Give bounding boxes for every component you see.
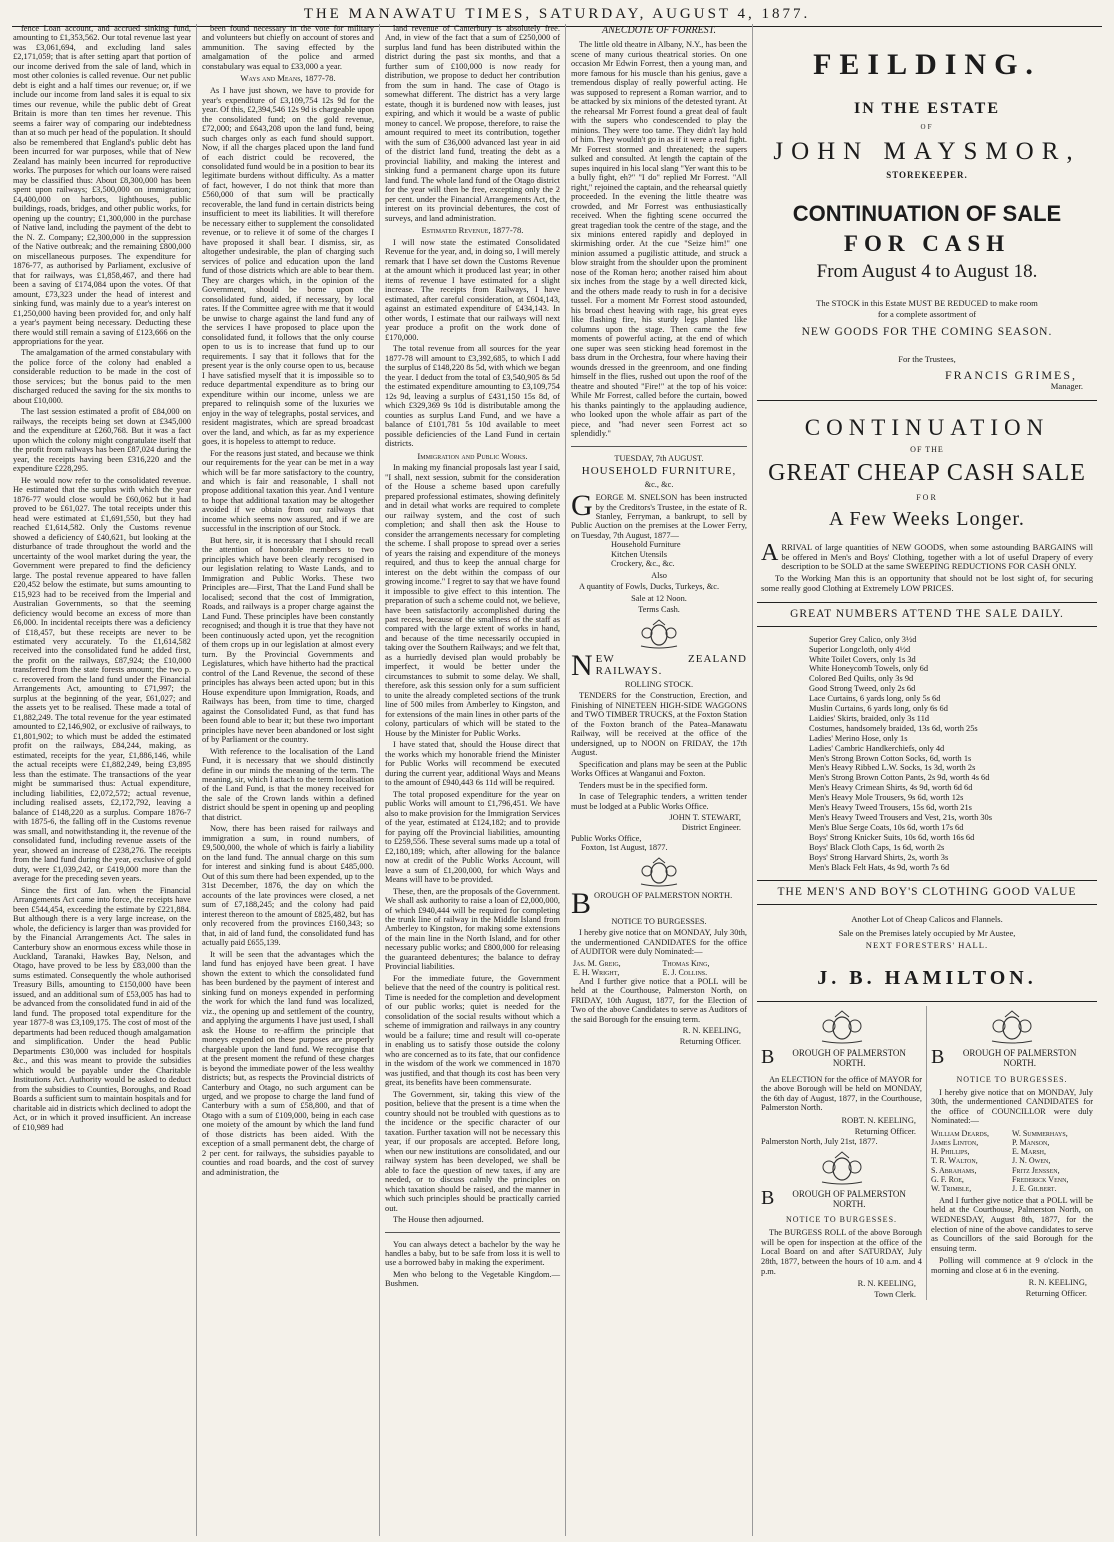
borough-title: OROUGH OF PALMERSTON NORTH. [792,1188,906,1209]
article-paragraph: In making my financial proposals last year I said, "I shall, next session, submit for the consideration of the House a scheme based upon carefully prepared professional estimates, showing definitely and in detail what works are required to complete our railway system, and the cost of such completion; and shall then ask the House to consider the arrangements necessary for completing the scheme. I shall propose to spread over a series of years the raising and expenditure of the moneys required, and thus to keep the annual charge for interest on the debt within the compass of our growing income." I regret to say that we have found it impossible to give effect to this intention. The preparation of such a scheme could not, we believe, have been satisfactorily accomplished during the past recess, because of the smallness of the staff as compared with the large extent of works in hand, and because of the time necessarily occupied in taking over the Southern Railways; and we felt that, as a hurriedly devised plan would probably be imperfect, it would be better under the circumstances to submit to some delay. We shall, therefore, ask this session only for a sum sufficient to unite the already completed sections of the trunk line of 500 miles from Amberley to Kingston, and for extensions of the main lines in other parts of the colony, particulars of which will be stated to the House by the Minister for Public Works. [385,463,560,738]
clothing-value: THE MEN'S AND BOY'S CLOTHING GOOD VALUE [777,886,1077,899]
auditor-name: Jas. M. Greig, [573,958,621,968]
price-item: Men's Heavy Tweed Trousers, 15s 6d, worth 21s [809,803,972,813]
auditor-name: E. H. Wright, [573,967,620,977]
article-paragraph: fence Loan account, and accrued sinking fund, amounting to £1,353,562. Our total revenue last year was £3,061,694, and excluding land sales £2,171,059; that is after setting apart that portion of our income derived from the sale of land, which in most other colonies is called revenue. Our net public debt is eight and a half times our revenue; or, if we include our income from land sales it is equal to six times our revenue, while the public debt of Great Britain is more than ten times her revenue. This seems a fairer way of comparing our indebtedness than at so much per head of the population. It should also be remembered that England's public debt has been incurred for war purposes, while that of New Zealand has mainly been incurred for reproductive works. The purposes for which our loans were raised may be classified thus: About £8,300,000 has been spent upon railways; £3,500,000 on immigration; £4,400,000 on harbors, lighthouses, public buildings, roads, bridges, and other public works, for opening up the country; £1,300,000 in the purchase of Native land, including the payment of the debt to the N. Z. Company; £2,300,000 in the suppression of the Native outbreak; and the remaining £800,000 on miscellaneous purposes. The expenditure for 1876-77, as authorised by Parliament, exclusive of that for railways, was £1,858,467, and there had been a saving of £174,084 upon the votes. Of that amount, £73,323 under the head of interest and sinking fund, was mainly due to a year's interest on £1,250,000 having been provided for, and only half a year's payment being necessary. Deducting these there would still remain a saving of £123,666 on the appropriations for the year. [13,24,191,346]
article-paragraph: I have stated that, should the House direct that the works which my honorable friend the Minister for Public Works will recommend be executed during the current year, additional Ways and Means to the amount of £940,443 6s 11d will be required. [385,740,560,788]
price-item: Men's Strong Brown Cotton Pants, 2s 9d, worth 4s 6d [809,773,990,783]
drop-cap: B [761,1186,775,1209]
coat-of-arms-icon [761,1151,922,1185]
coat-of-arms-icon [571,857,747,887]
auditor-name: E. J. Collins. [662,967,708,977]
auction-item: Kitchen Utensils [611,549,668,559]
article-paragraph: Now, there has been raised for railways and immigration a sum, in round numbers, of £9,500,000, the whole of which is fairly a liability on the land fund. The annual charge on this sum for interest and sinking fund is about £485,000. Out of this sum there had been expended, up to the 31st December, 1876, the day on which the accounts of the late provinces were closed, a net sum of £7,188,245; and the colony had paid interest thereon to the amount of £825,482, but has only recovered from the provinces £160,343; so that, in aid of land fund, the consolidated fund has actually paid £655,139. [202,824,374,948]
borough-title: OROUGH OF PALMERSTON NORTH. [594,890,733,900]
price-item: Laidies' Skirts, braided, only 3s 11d [809,713,930,723]
few-weeks: A Few Weeks Longer. [829,508,1025,531]
candidate-name: W. Trimble, [931,1183,972,1193]
tender-text: TENDERS for the Construction, Erection, and Finishing of NINETEEN HIGH-SIDE WAGGONS and TWO TIMBER TRUCKS, at the Foxton Station of the Foxton branch of the Patea–Manawatu Railway, will be received at the office of the undersigned, up to NOON on FRIDAY, the 17th August. [571,691,747,758]
borough-heading [761,1048,922,1069]
signature-title: Returning Officer. [679,1036,741,1046]
auction-title: HOUSEHOLD FURNITURE, [581,465,737,478]
candidate-name: James Linton, [931,1138,979,1148]
great-cash-sale: GREAT CHEAP CASH SALE [768,459,1086,486]
tender-text: Specification and plans may be seen at the Public Works Offices at Wanganui and Foxton. [571,759,747,779]
signature: R. N. KEELING, [857,1279,916,1289]
candidate-name: Fritz Jenssen, [1012,1165,1060,1175]
borough-title: OROUGH OF PALMERSTON NORTH. [962,1048,1077,1069]
candidate-name: J. N. Owen, [1012,1156,1051,1166]
auction-sale-time: Sale at 12 Noon. [631,593,687,603]
drop-cap: G [571,489,593,523]
auditor-list [571,959,747,968]
for-label: FOR [916,493,938,503]
price-item: Men's Strong Brown Cotton Socks, 6d, worth 1s [809,753,972,763]
candidate-name: Frederick Venn, [1012,1174,1069,1184]
candidate-name: S. Abrahams, [931,1165,977,1175]
candidate-name: P. Manson, [1012,1138,1050,1148]
auditor-name: Thomas King, [662,958,710,968]
signature-title: Town Clerk. [874,1289,916,1299]
section-heading-estimated-revenue: Estimated Revenue, 1877-78. [421,225,524,236]
price-item: Ladies' Merino Hose, only 1s [809,733,908,743]
auction-item: Crockery, &c., &c. [611,559,675,569]
candidate-name: H. Phillips, [931,1147,970,1157]
price-item: Superior Longcloth, only 4½d [809,644,911,654]
estate-name: JOHN MAYSMOR, [773,137,1081,165]
polling-hours: Polling will commence at 9 o'clock in the morning and close at 6 in the evening. [931,1256,1093,1275]
burgess-roll-text: The BURGESS ROLL of the above Borough will be open for inspection at the office of the Local Board on and after SATURDAY, July 28th, 1877, between the hours of 10 a.m. and 4 p.m. [761,1228,922,1276]
article-paragraph: He would now refer to the consolidated revenue. He estimated that the surplus with which the year 1876-77 would close would be £60,062 but it had proved to be £61,027. The total receipts under this head were estimated at £1,691,550, but they had reached £1,614,582. Only the Customs revenue showed a deficiency of £40,621, but looking at the disturbance of trade throughout the world and the uncertainty of the wool market during the year, the Government were prepared to find the deficiency large. The postal revenue appeared to have fallen £20,452 below the estimate, but sums amounting to £15,923 had to be received from the Imperial and Australian Governments, so that the seeming deficiency would become an excess of more than £6,000. In incidental receipts there was a deficiency of £18,457, but these receipts are never to be estimated very accurately. To the £1,614,582 received into the consolidated fund he added first, the profit on the railways, £87,924; the £10,000 transferred from the state forests amount; the two p. c. recovered from the land fund under the Financial Arrangements Act, amounting to £71,997; the surplus at the beginning of the year, £61,027; and the assets yet to be realised. These made a total of £1,882,249. The total revenue for the year estimated amounted to £2,146,902, or exclusive of railways, to £1,801,902; to which must be added the estimated profit on the railways, £84,244, making, as estimated, receipts for the year, £1,886,146, while the actual receipts were £1,882,249, being £3,895 less than the estimate. The transactions of the year might be summarised thus: Actual expenditure, including liabilities, £2,072,572; actual revenue, including realised assets, £2,172,792, leaving a balance of £148,220 as a surplus. Compare 1876-7 with 1875-6, the falling off in the Customs revenue was small, and notwithstanding it, the revenue of the consolidated fund, including revenue assets of the year, showed an increase of £238,276. The receipts from the land fund during the year, exclusive of gold duty, were £1,039,242, or £419,000 more than the average for the preceding seven years. [13,475,191,884]
filler-paragraph: Men who belong to the Vegetable Kingdom.—Bushmen. [385,1269,560,1289]
working-man-text: To the Working Man this is an opportunity that should not be lost sight of, for securing some really good Clothing at Extremely LOW PRICES. [761,573,1093,594]
price-item: Men's Heavy Crimean Shirts, 4s 9d, worth 6d 6d [809,783,973,793]
notice-text: And I further give notice that a POLL will be held at the Courthouse, Palmerston North, on FRIDAY, 10th August, 1877, for the Election of Two of the above Candidates to serve as Auditors of the said Borough for the ensuing term. [571,976,747,1024]
article-paragraph: With reference to the localisation of the Land Fund, it is necessary that we should distinctly define in our minds the meaning of the term. The meaning, sir, which I attach to the term localisation of the Land Fund, is that the money received for the sale of the Crown lands within a defined district should be spent in opening up and peopling that district. [202,746,374,822]
borough-notices [757,1001,1097,1300]
price-item: Good Strong Tweed, only 2s 6d [809,684,916,694]
signature-title: Manager. [1050,381,1083,392]
office-date: Foxton, 1st August, 1877. [581,843,668,853]
rolling-stock: ROLLING STOCK. [624,679,694,689]
office: Public Works Office, [571,833,642,843]
signature-title: Returning Officer. [854,1126,916,1136]
candidate-row [931,1184,1093,1193]
borough-heading [761,1186,922,1210]
price-item: Ladies' Cambric Handkerchiefs, only 4d [809,743,945,753]
tender-text: In case of Telegraphic tenders, a written tender must be lodged at a Public Works Office. [571,792,747,811]
candidate-name: W. Summerhays, [1012,1129,1068,1139]
article-paragraph: It will be seen that the advantages which the land fund has enjoyed have been great. I have shown the extent to which the consolidated fund has been burdened by the payment of interest and sinking fund on moneys expended in performing the work for which the land fund was localized, viz., the opening up and settlement of the country, and applying the arguments I have just used, I shall ask the House to re-affirm the principle that moneys expended on these purposes are properly chargeable upon the land fund. We recognise that at the present moment the refund of these charges is beyond the immediate power of the less wealthy districts; but, as respects the Provincial districts of Canterbury and Otago, no such argument can be urged, and we propose to charge the land fund of Canterbury with a sum of £58,800, and that of Otago with a sum of £109,000, being in each case one moiety of the amount by which the land fund of those districts has been aided. With the exception of a small permanent debt, the charge of 2 per cent. for railways, the subsidies payable to counties and road boards, and the cost of survey and administration, the [202,949,374,1177]
auditor-list [571,968,747,977]
article-paragraph: For the reasons just stated, and because we think our requirements for the year can be met in a way which will be far more satisfactory to the country, and which is fair and reasonable, I shall not propose additional taxation this year. And I venture to hope that additional taxation may be altogether avoided if we obtain from our railways that income which seems now assured, and if we are successful in the inscription of our Stock. [202,448,374,534]
article-paragraph: Since the first of Jan. when the Financial Arrangements Act came into force, the receipts have been £544,454, exceeding the estimate by £221,884. But although there is a very large increase, on the whole, the deficiency is larger than was provided for by the Financial Arrangements Act. The sales in Canterbury show an enormous excess while those in Auckland, Taranaki, Hawkes Bay, Nelson, and Otago, have proved to be less by £83,000 than the sums estimated. Consequently the whole authorised Treasury Bills, amounting to £150,000 have been issued, and an additional sum of £53,005 has had to be advanced from the consolidated fund in aid of the land fund. The proposed total expenditure for the year 1877-8 was £3,109,175. The cost of most of the departments had been reduced though amalgamation and simplification. Under the head Public Departments £30,000 was included for hospitals &c., and this was meant to provide the subsidies which would be payable under the Charitable Institutions Act. Authority would be asked to deduct from the subsidies to Counties, Boroughs, and Road Boards a sufficient sum to maintain hospitals and for charitable aid in districts which declined to adopt the Act, or in which it proved insufficient. An increase of £10,989 had [13,885,191,1132]
article-paragraph: The total revenue from all sources for the year 1877-78 will amount to £3,392,685, to which I add the surplus of £148,220 8s 5d, with which we began the year. I deduct from the total of £3,540,905 8s 5d the estimated expenditure amounting to £3,109,754 12s 9d, leaving a surplus of £431,150 15s 8d, of which £329,369 9s 10d is distributable among the counties as surplus Land Fund, and we have a balance of £101,781 5s 10d available to meet possible deficiencies of the Land Fund in certain districts. [385,344,560,449]
section-heading-ways-and-means: Ways and Means, 1877-78. [240,73,336,84]
price-item: Boys' Strong Harvard Shirts, 2s, worth 3s [809,852,949,862]
continuation-of-sale: CONTINUATION OF SALE [792,201,1062,227]
coat-of-arms-icon [571,619,747,649]
article-paragraph: The House then adjourned. [393,1215,484,1225]
candidate-name: E. Marsh, [1012,1147,1047,1157]
masthead: THE MANAWATU TIMES, SATURDAY, AUGUST 4, 1877. [12,4,1102,27]
article-paragraph: For the immediate future, the Government believe that the need of the country is political rest. Time is needed for the completion and development of our public works; quiet is needed for the consolidation of the social results without which a scheme of immigration and railways in any country would be a failure; time and result will co-operate in enabling us to satisfy those outside the colony who are concerned as to its fate, that our confidence in the wisdom of the work we commenced in 1870 was justified, and that though its cost has been very great, its benefits have been commensurate. [385,973,560,1088]
auction-notice [571,489,747,540]
price-list [809,635,1097,873]
columns [8,24,1106,1536]
section-heading-immigration: Immigration and Public Works. [417,450,528,461]
auctioneer-name: EORGE M. SNELSON [595,493,678,503]
tender-text: Tenders must be in the specified form. [579,780,708,790]
drop-cap: N [571,648,593,682]
auction-etc: &c., &c. [644,479,674,489]
signature: R. N. KEELING, [682,1026,741,1036]
borough-right [927,1006,1097,1300]
great-numbers: GREAT NUMBERS ATTEND THE SALE DAILY. [790,607,1064,620]
price-item: Costumes, handsomely braided, 13s 6d, worth 25s [809,723,978,733]
auction-items [611,540,747,568]
coat-of-arms-icon [931,1010,1093,1044]
borough-title: OROUGH OF PALMERSTON NORTH. [792,1048,906,1069]
candidate-row [931,1175,1093,1184]
article-paragraph: The Government, sir, taking this view of the position, believe that the present is a time when the country should not be troubled with questions as to the incidence or the specific character of our taxation. Further taxation will not be necessary this year, if our proposals are accepted. Before long, when our new institutions are consolidated, and our railway system has been developed, we shall be able to face the question of new taxes, if any are needed, or to discuss calmly the principles on which taxation should be raised, and the manner in which such principles should be practically carried out. [385,1089,560,1213]
auction-fowls: A quantity of Fowls, Ducks, Turkeys, &c. [579,582,720,592]
signature: FRANCIS GRIMES, [944,367,1077,382]
candidate-name: G. F. Roe, [931,1174,964,1184]
election-text: An ELECTION for the office of MAYOR for the above Borough will be held on MONDAY, the 6th day of August, 1877, in the Courthouse, Palmerston North. [761,1074,922,1113]
of-the-label: OF THE [910,444,944,454]
price-item: Boys' Strong Knicker Suits, 10s 6d, worth 16s 6d [809,832,975,842]
signature: JOHN T. STEWART, [669,812,741,822]
clothing-band [757,880,1097,905]
candidate-name: T. R. Walton, [931,1156,978,1166]
signature-title: Returning Officer. [1025,1289,1087,1299]
column-3 [380,24,566,1536]
premises: Sale on the Premises lately occupied by Mr Austee, [838,928,1016,939]
continuation-heading: CONTINUATION [804,414,1050,440]
candidate-row [931,1147,1093,1156]
price-item: Men's Heavy Mole Trousers, 9s 6d, worth 12s [809,793,964,803]
borough-heading [931,1048,1093,1069]
arrival-body: RRIVAL of large quantities of NEW GOODS, when some astounding BARGAINS will be offered in Men's and Boys' Clothing, together with a lot of useful Drapery of every description to be SOLD at the same SWEEPING REDUCTIONS FOR CASH ONLY. [781,541,1093,572]
candidate-row [931,1166,1093,1175]
article-paragraph: I will now state the estimated Consolidated Revenue for the year, and, in doing so, I will merely remark that I have set down the Customs Revenue at the amount which it produced last year; in other items of revenue I have estimated for a slight increase. The receipts from Railways, I have estimated, after careful consideration, at £604,143, against an estimated expenditure of £434,143. In other words, I estimate that our railways will next year produce a profit on the work done of £170,000. [385,237,560,342]
advert-column [753,24,1101,1536]
candidate-name: William Deards, [931,1129,989,1139]
notice-title: NOTICE TO BURGESSES. [611,916,707,926]
divider [385,1232,560,1233]
price-item: Boys' Black Cloth Caps, 1s 6d, worth 2s [809,842,945,852]
article-paragraph: land revenue of Canterbury is absolutely free. And, in view of the fact that a sum of £250,000 of surplus land fund has been distributed within the district during the past six months, and that a further sum of £100,000 is now ready for distribution, we propose to deduct her contribution from the sum in hand. The case of Otago is somewhat different. The district has a very large estate, though it is burdened now with leases, just expiring, and which it would be a waste of public money to cancel. We propose, therefore, to raise the amount required to meet its contribution, together with the sum of £36,000 advanced last year in aid of the district land fund, treating the debt as a provincial liability, and making the interest and sinking fund a permanent charge upon its future land fund. The whole land fund of the Otago district for the year will then be free, excepting only the 2 per cent. under the Financial Arrangements Act, the interest on its provincial debentures, the cost of surveys, and land administration. [385,24,560,223]
for-cash: FOR CASH [843,231,1011,257]
another-lot: Another Lot of Cheap Calicos and Flannels. [851,914,1003,925]
price-item: Lace Curtains, 6 yards long, only 5s 6d [809,694,941,704]
auction-also: Also [651,570,667,580]
storekeeper-label: STOREKEEPER. [886,170,968,181]
notice-title: NOTICE TO BURGESSES. [785,1215,898,1225]
coat-of-arms-icon [761,1010,922,1044]
of-label: OF [920,122,934,131]
drop-cap: A [761,539,779,566]
arrival-text [761,539,1093,573]
filler-paragraph: You can always detect a bachelor by the way he handles a baby, but to be safe from loss it is well to use a borrowed baby in making the experiment. [385,1239,560,1268]
price-item: Muslin Curtains, 6 yards long, only 6s 6d [809,704,948,714]
article-paragraph: But here, sir, it is necessary that I should recall the attention of honorable members to two principles which have been clearly recognised in our legislation relating to Waste Lands, and to Immigration and Public Works. These two Principles are—First, That the Land Fund shall be localised; second that the cost of Immigration, Roads, and railways is a proper charge against the Land Fund. These principles have been constantly recognised; and though it is true that they have not been continuously acted upon, yet the recognition of them crops up in our legislation at almost every turn. By the Provincial Governments and Legislatures, which have hitherto had the practical control of the Land Revenue, the second of these principles has always been acted upon; but in this House expenditure upon Immigration, Roads, and Railways has been, from time to time, charged against the Consolidated Fund, as that fund has been found able to bear it; but these two important principles have never been abandoned or lost sight of by Parliament or the country. [202,535,374,745]
drop-cap: B [931,1046,945,1069]
great-numbers-band [757,602,1097,627]
candidate-row [931,1129,1093,1138]
auction-item: Household Furniture [611,540,681,550]
stock-text: The STOCK in this Estate MUST BE REDUCED to make room [816,297,1038,308]
borough-notice-auditors [571,886,747,920]
article-paragraph: The last session estimated a profit of £84,000 on railways, the receipts being set down at £345,000 and the expenditure at £260,768. But it was a fact upon which the colony might congratulate itself that the profit from railways has been £87,024 during the year, the receipts having been £316,220 and the expenditure £228,295. [13,407,191,474]
price-item: Men's Blue Serge Coats, 10s 6d, worth 17s 6d [809,822,964,832]
price-item: Men's Black Felt Hats, 4s 9d, worth 7s 6d [809,862,950,872]
price-item: White Toilet Covers, only 1s 3d [809,654,916,664]
sale-dates: From August 4 to August 18. [816,261,1038,283]
price-item: Superior Grey Calico, only 3½d [809,634,917,644]
drop-cap: B [571,886,592,920]
stock-text: for a complete assortment of [877,309,977,320]
feilding-heading: FEILDING. [813,48,1041,81]
anecdote-title: ANECDOTE OF FORREST. [602,25,716,36]
article-paragraph: The amalgamation of the armed constabulary with the police force of the colony had enabled a considerable reduction to be made in the cost of those services; but the bonus paid to the men discharged reduced the saving for the six months to about £10,000. [13,348,191,405]
column-1 [8,24,197,1536]
auction-text: has been instructed by the Creditors's Trustee, in the estate of R. Stanley, Ferryman, a bankrupt, to sell by Public Auction on the premises at the Lower Ferry, on Tuesday, 7th August, 1877— [571,493,747,540]
divider [757,400,1097,401]
column-2 [197,24,380,1536]
notice-text: I hereby give notice that on MONDAY, July 30th, the undermentioned CANDIDATES for the office of AUDITOR were duly Nominated:— [571,928,747,957]
candidate-row [931,1156,1093,1165]
railways-notice [571,648,747,682]
price-item: White Honeycomb Towels, only 6d [809,664,929,674]
signature: ROBT. N. KEELING, [841,1115,916,1125]
for-trustees: For the Trustees, [898,353,956,364]
article-paragraph: been found necessary in the vote for military and volunteers but chiefly on account of stores and ammunition. The saving effected by the amalgamation of the police and armed constabulary was equal to £33,000 a year. [202,24,374,71]
notice-date: Palmerston North, July 21st, 1877. [761,1137,878,1147]
auction-terms: Terms Cash. [638,605,680,615]
railways-title: EW ZEALAND RAILWAYS. [595,652,747,678]
drop-cap: B [761,1046,775,1069]
estate-heading: IN THE ESTATE [853,99,1001,117]
auction-date: TUESDAY, 7th AUGUST. [614,453,704,463]
divider [571,446,747,447]
nomination-text: I hereby give notice that on MONDAY, July 30th, the undermentioned CANDIDATES for the office of COUNCILLOR were duly Nominated:— [931,1087,1093,1126]
notice-title: NOTICE TO BURGESSES. [956,1074,1068,1084]
price-item: Men's Heavy Ribbed L.W. Socks, 1s 3d, worth 2s [809,763,976,773]
column-4 [566,24,753,1536]
candidate-row [931,1138,1093,1147]
article-paragraph: As I have just shown, we have to provide for year's expenditure of £3,109,754 12s 9d for the year. Of this, £2,394,546 12s 9d is chargeable upon the consolidated fund; on the gold revenue, £72,000; and £643,208 upon the land fund, being such charges only as each fund should support. Now, if all the charges placed upon the land fund of each district could be recovered, the consolidated fund would be in a position to bear its legitimate burdens without difficulty. As a matter of fact, however, I do not think that more than £560,000 of that sum will be practically recoverable, the land fund in certain districts being insufficient to meet its liabilities. It will therefore be necessary either to supplement the consolidated revenue, or to relieve it of some of the charges I have proposed it shall bear. I dismiss, sir, as altogether undesirable, the plan of charging such services of police and education upon the land fund of those districts which are able to bear them. They are charges which, in the opinion of the Government, should be borne upon the consolidated fund, aided, if necessary, by local rates. If the Committee agree with me that it would be unwise to charge against the land fund any of the services I have proposed to place upon the consolidated fund, it follows that the only course open to us is to increase that fund up to our requirements. I say that it follows that for the present year is the only course open to us, because I have satisfied myself that it is impossible so to reduce departmental expenditure as to bring our expenditure within our income, unless we are prepared to relinquish some of the luxuries we enjoy in the way of telegraphs, postal services, and resident magistrates, which are spread broadcast over the land, and which, as far as my experience goes, it is hopeless to attempt to reduce. [202,86,374,447]
signature-title: District Engineer. [681,823,741,833]
article-paragraph: These, then, are the proposals of the Government. We shall ask authority to raise a loan of £2,000,000, of which £940,444 will be required for completing the trunk line of railway in the Middle Island from Amberley to Kingston, for making some extensions of the main line in the North Island, and for other necessary public works; and £800,000 for releasing the guaranteed debentures; the balance to defray Provincial liabilities. [385,886,560,972]
article-paragraph: The total proposed expenditure for the year on public Works will amount to £1,796,451. We have also to make provision for the Immigration Services of the year, estimated at £124,182; and to provide for paying off the Provincial liabilities, amounting to £259,556. These several sums made up a total of £2,180,189; which, after allowing for the balance now at credit of the Public Works Account, will leave a sum of £1,200,000, for which Ways and Means will have to be provided. [385,789,560,885]
hamilton-name: J. B. HAMILTON. [817,966,1037,989]
anecdote-paragraph: The little old theatre in Albany, N.Y., has been the scene of many curious theatrical stories. On one occasion Mr Edwin Forrest, then a young man, and more famous for his muscle than his genius, gave a tremendous display of really powerful acting. He was supposed to represent a Roman warrior, and to be attacked by six minions of the detested tyrant. At the rehearsal Mr Forrest found a great deal of fault with the supers who condescended to play the minions. They were too tame. They didn't lay hold of him. They wouldn't go in as if it were a real fight. Mr Forrest stormed and threatened; the supers sulked and consulted. At length the captain of the supes inquired in his local slang "Yer want this to be a bully fight, eh?" "I do" replied Mr Forrest. "All right," rejoined the captain, and the rehearsal quietly proceeded. In the evening the little theatre was crowded, and Mr Forrest was enthusiastically received. When the fighting scene occurred the great tragedian took the centre of the stage, and the six minions entered rapidly and deployed in skirmishing order. At the cue "Seize him!" one minion assumed a pugilistic attitude, and struck a blow straight from the shoulder upon the prominent nose of the Roman hero; another raised him about six inches from the stage by a well directed kick, and the others made ready to rush in for a decisive tussel. For a moment Mr Forrest stood astounded, his broad chest heaving with rage, his great eyes like flashing fire, his sturdy legs planted like columns upon the stage. Then came the few moments of powerful acting, at the end of which one super was seen sticking head foremost in the bass drum in the Orchestra, four where having their wounds dressed in the greenroom, and one finding himself in the flies, rushed out upon the roof of the theatre and shouted "Fire!" at the top of his voice: While Mr Forrest, called before the curtain, bowed his thanks paintingly to the applauding audience, who looked upon the whole affair as part of the piece, and "had never seen Forrest act so splendidly." [571,40,747,439]
price-item: Men's Heavy Tweed Trousers and Vest, 21s, worth 30s [809,813,992,823]
signature: R. N. KEELING, [1028,1278,1087,1288]
borough-left [757,1006,927,1300]
new-goods: NEW GOODS FOR THE COMING SEASON. [801,326,1053,338]
poll-text: And I further give notice that a POLL will be held at the Courthouse, Palmerston North, on WEDNESDAY, August 8th, 1877, for the election of nine of the above candidates to serve as Councillors of the said Borough for the ensuing term. [931,1195,1093,1253]
candidate-name: J. E. Gilbert. [1012,1183,1057,1193]
foresters-hall: NEXT FORESTERS' HALL. [865,939,989,950]
price-item: Colored Bed Quilts, only 3s 9d [809,674,914,684]
